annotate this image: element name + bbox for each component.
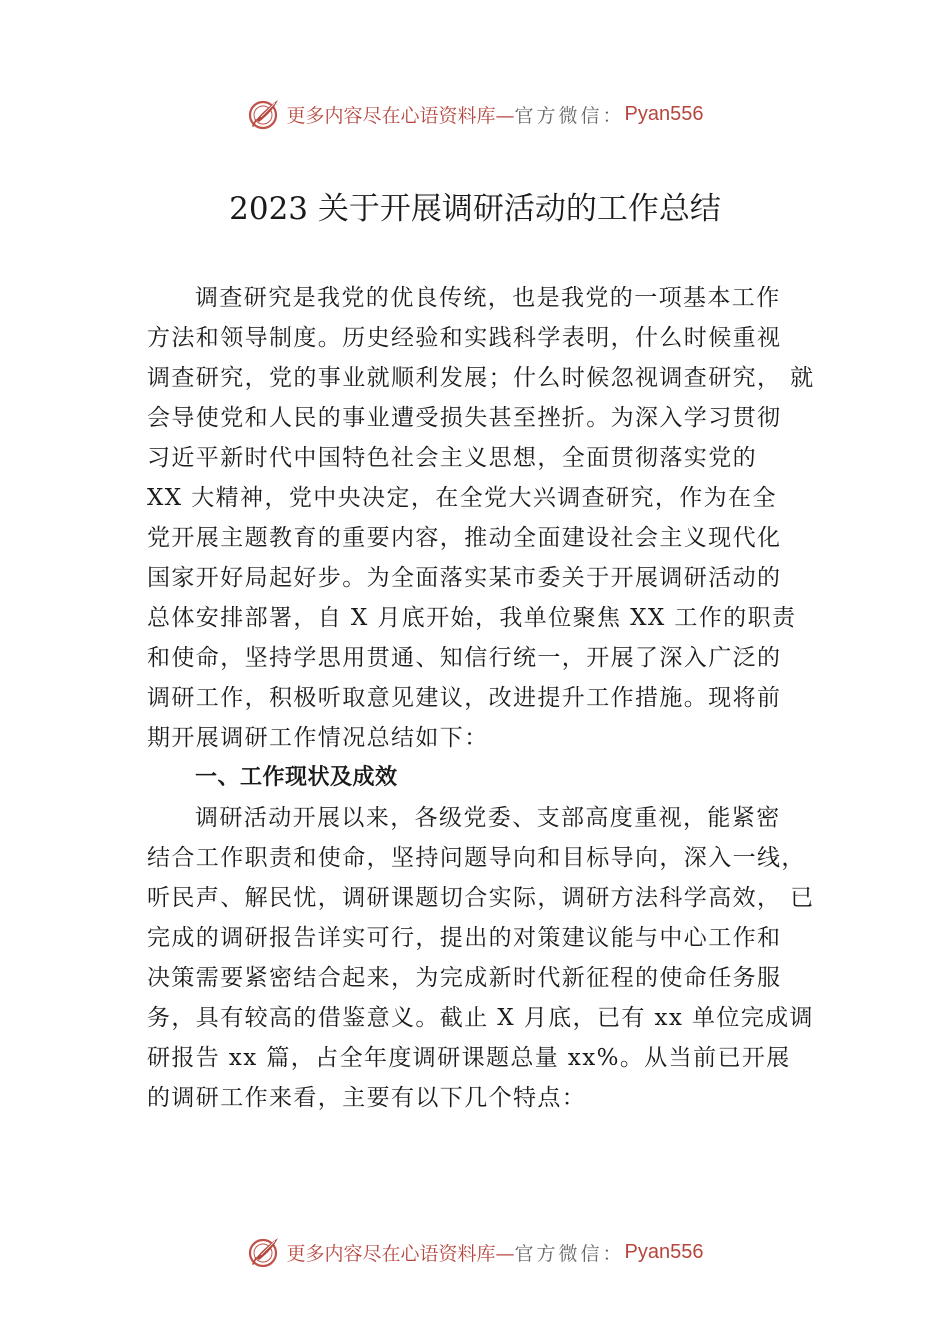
- body-text-line: 国家开好局起好步。为全面落实某市委关于开展调研活动的: [147, 565, 782, 591]
- banner-contact-label: 官方微信：: [514, 104, 625, 127]
- body-text-line: 的调研工作来看，主要有以下几个特点：: [147, 1085, 587, 1111]
- banner-contact-id: Pyan556: [624, 102, 704, 125]
- body-text-line: 完成的调研报告详实可行，提出的对策建议能与中心工作和: [147, 925, 782, 951]
- body-text-line: 决策需要紧密结合起来，为完成新时代新征程的使命任务服: [147, 965, 782, 991]
- body-text-line: 调查研究，党的事业就顺利发展；什么时候忽视调查研究， 就: [147, 365, 815, 391]
- body-text-line: 务，具有较高的借鉴意义。截止 X 月底，已有 xx 单位完成调: [147, 1005, 814, 1031]
- body-text-line: 结合工作职责和使命，坚持问题导向和目标导向，深入一线，: [147, 845, 806, 871]
- body-text-line: 方法和领导制度。历史经验和实践科学表明，什么时候重视: [147, 325, 782, 351]
- body-text-line: 和使命，坚持学思用贯通、知信行统一，开展了深入广泛的: [147, 645, 782, 671]
- body-text-line: 调查研究是我党的优良传统，也是我党的一项基本工作: [195, 285, 781, 311]
- body-text-line: 研报告 xx 篇，占全年度调研课题总量 xx%。从当前已开展: [147, 1045, 791, 1071]
- header-banner: [0, 94, 950, 134]
- quill-seal-icon: [247, 1234, 283, 1270]
- banner-contact-label: 官方微信：: [514, 1242, 625, 1265]
- body-text-line: 总体安排部署，自 X 月底开始，我单位聚焦 XX 工作的职责: [147, 605, 797, 631]
- quill-seal-icon: [247, 96, 283, 132]
- body-text-line: 调研活动开展以来，各级党委、支部高度重视，能紧密: [195, 805, 781, 831]
- footer-banner: [0, 1232, 950, 1272]
- document-title: 2023 关于开展调研活动的工作总结: [229, 191, 721, 227]
- body-text-line: 期开展调研工作情况总结如下：: [147, 725, 489, 751]
- banner-slogan: 更多内容尽在心语资料库—: [286, 1242, 515, 1265]
- section-heading: 一、工作现状及成效: [195, 765, 398, 790]
- banner-contact-id: Pyan556: [624, 1240, 704, 1263]
- banner-slogan: 更多内容尽在心语资料库—: [286, 104, 515, 127]
- body-text-line: 听民声、解民忧，调研课题切合实际，调研方法科学高效， 已: [147, 885, 815, 911]
- body-text-line: 调研工作，积极听取意见建议，改进提升工作措施。现将前: [147, 685, 782, 711]
- body-text-line: 会导使党和人民的事业遭受损失甚至挫折。为深入学习贯彻: [147, 405, 782, 431]
- body-text-line: XX 大精神，党中央决定，在全党大兴调查研究，作为在全: [147, 485, 777, 511]
- body-text-line: 习近平新时代中国特色社会主义思想，全面贯彻落实党的: [147, 445, 757, 471]
- body-text-line: 党开展主题教育的重要内容，推动全面建设社会主义现代化: [147, 525, 782, 551]
- document-body: [147, 278, 819, 1118]
